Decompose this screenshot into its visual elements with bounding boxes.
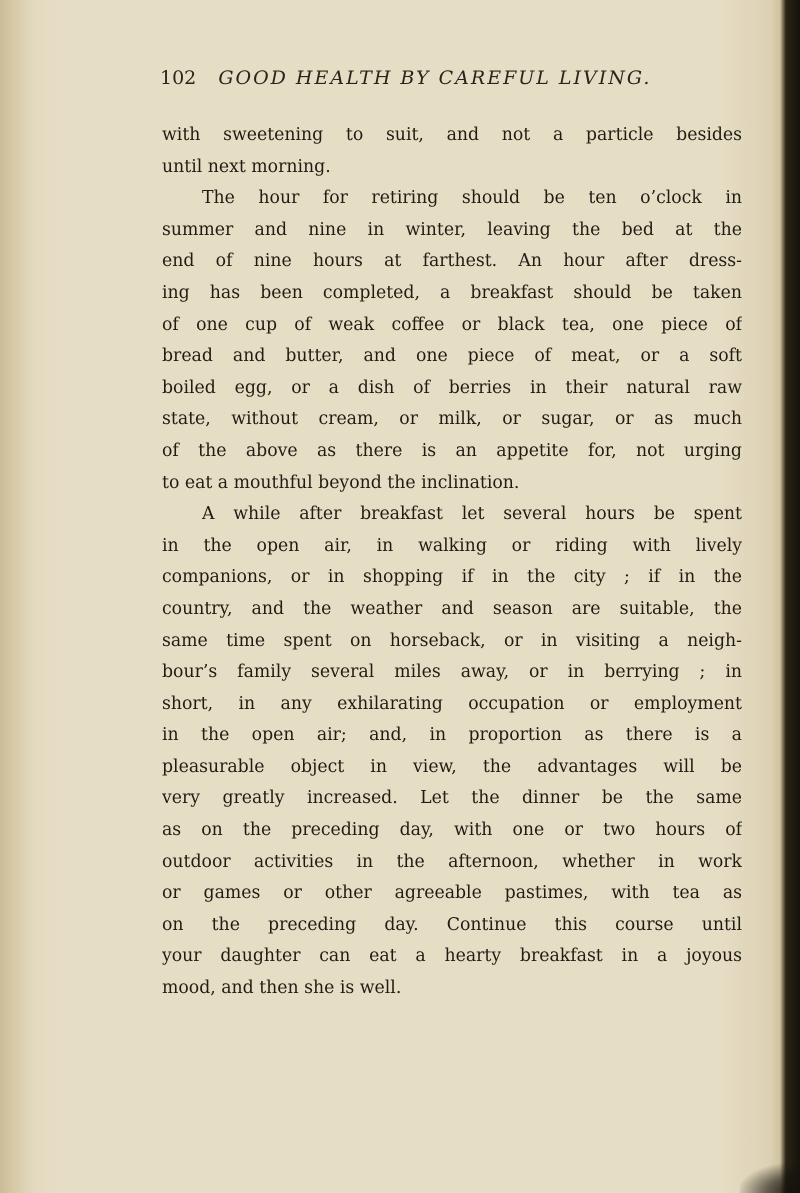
text-line: state, without cream, or milk, or sugar, or as much [162,409,742,430]
running-title: GOOD HEALTH BY CAREFUL LIVING. [218,67,652,89]
page-edge-shadow [780,0,800,1193]
text-line: in the open air; and, in proportion as there is a [162,725,742,746]
page-gutter [0,0,34,1193]
text-line: end of nine hours at farthest. An hour after dress- [162,251,742,272]
text-line: of one cup of weak coffee or black tea, one piece of [162,314,742,335]
text-line: very greatly increased. Let the dinner be the same [162,788,742,809]
text-line: bread and butter, and one piece of meat, or a soft [162,346,742,367]
running-header [160,67,700,97]
text-line: pleasurable object in view, the advantages will be [162,756,742,777]
page-number: 102 [160,67,197,89]
page-corner-shadow [740,1163,800,1193]
text-line: with sweetening to suit, and not a particle besides [162,125,742,145]
text-line: country, and the weather and season are suitable, the [162,598,742,619]
text-line: boiled egg, or a dish of berries in their natural raw [162,377,742,398]
text-line: of the above as there is an appetite for, not urging [162,440,742,461]
text-line: or games or other agreeable pastimes, with tea as [162,883,742,904]
text-line: until next morning. [162,156,331,177]
text-line: A while after breakfast let several hours be spent [202,504,742,525]
text-line: short, in any exhilarating occupation or employment [162,693,742,714]
text-line: to eat a mouthful beyond the inclination. [162,472,520,493]
text-line: same time spent on horseback, or in visiting a neigh- [162,630,742,651]
text-line: outdoor activities in the afternoon, whether in work [162,851,742,872]
text-line: ing has been completed, a breakfast should be taken [162,282,742,303]
text-line: your daughter can eat a hearty breakfast in a joyous [162,946,742,967]
text-line: companions, or in shopping if in the city ; if in the [162,567,742,588]
text-line: on the preceding day. Continue this course until [162,914,742,935]
text-line: summer and nine in winter, leaving the bed at the [162,219,742,240]
text-line: as on the preceding day, with one or two hours of [162,820,742,841]
body-text [162,120,742,1005]
text-line: mood, and then she is well. [162,978,402,999]
text-line: bour’s family several miles away, or in berrying ; in [162,662,742,683]
text-line: in the open air, in walking or riding with lively [162,535,742,556]
text-line: The hour for retiring should be ten o’clock in [202,188,742,209]
